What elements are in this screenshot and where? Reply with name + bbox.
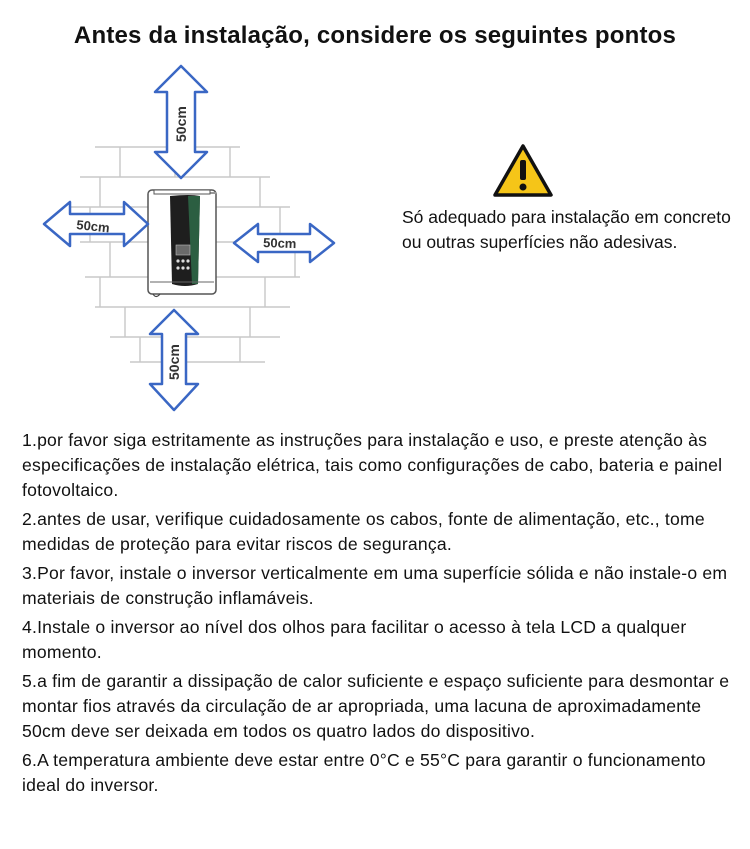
instruction-item: 1.por favor siga estritamente as instruções para instalação e uso, e preste atenção às especificações de instalação elétrica, tais como configurações de cabo, bateria e painel fotovoltaico.	[22, 430, 723, 500]
inverter-device	[148, 190, 216, 297]
instruction-item: 6.A temperatura ambiente deve estar entre 0°C e 55°C para garantir o funcionamento ideal do inversor.	[22, 750, 706, 795]
installation-clearance-diagram	[40, 62, 340, 422]
page-title: Antes da instalação, considere os seguintes pontos	[73, 22, 677, 49]
instruction-item: 4.Instale o inversor ao nível dos olhos para facilitar o acesso à tela LCD a qualquer momento.	[22, 617, 687, 662]
instruction-list	[22, 428, 734, 802]
top-clearance-label: 50cm	[173, 106, 189, 142]
bottom-clearance-label: 50cm	[166, 344, 182, 380]
top-clearance-arrow	[155, 66, 207, 178]
right-clearance-label: 50cm	[262, 235, 297, 252]
warning-triangle-icon	[492, 143, 554, 199]
right-clearance-arrow	[234, 224, 334, 262]
bottom-clearance-arrow	[150, 310, 198, 410]
instruction-item: 2.antes de usar, verifique cuidadosamente os cabos, fonte de alimentação, etc., tome medidas de proteção para evitar riscos de segurança.	[22, 509, 705, 554]
left-clearance-arrow	[44, 202, 148, 246]
instruction-item: 3.Por favor, instale o inversor verticalmente em uma superfície sólida e não instale-o em materiais de construção inflamáveis.	[22, 563, 728, 608]
warning-text: Só adequado para instalação em concreto ou outras superfícies não adesivas.	[402, 207, 731, 252]
left-clearance-label: 50cm	[75, 217, 111, 236]
instruction-item: 5.a fim de garantir a dissipação de calor suficiente e espaço suficiente para desmontar e montar fios através da circulação de ar apropriada, uma lacuna de aproximadamente 50cm deve ser deixada em todos os quatro lados do dispositivo.	[22, 671, 730, 741]
